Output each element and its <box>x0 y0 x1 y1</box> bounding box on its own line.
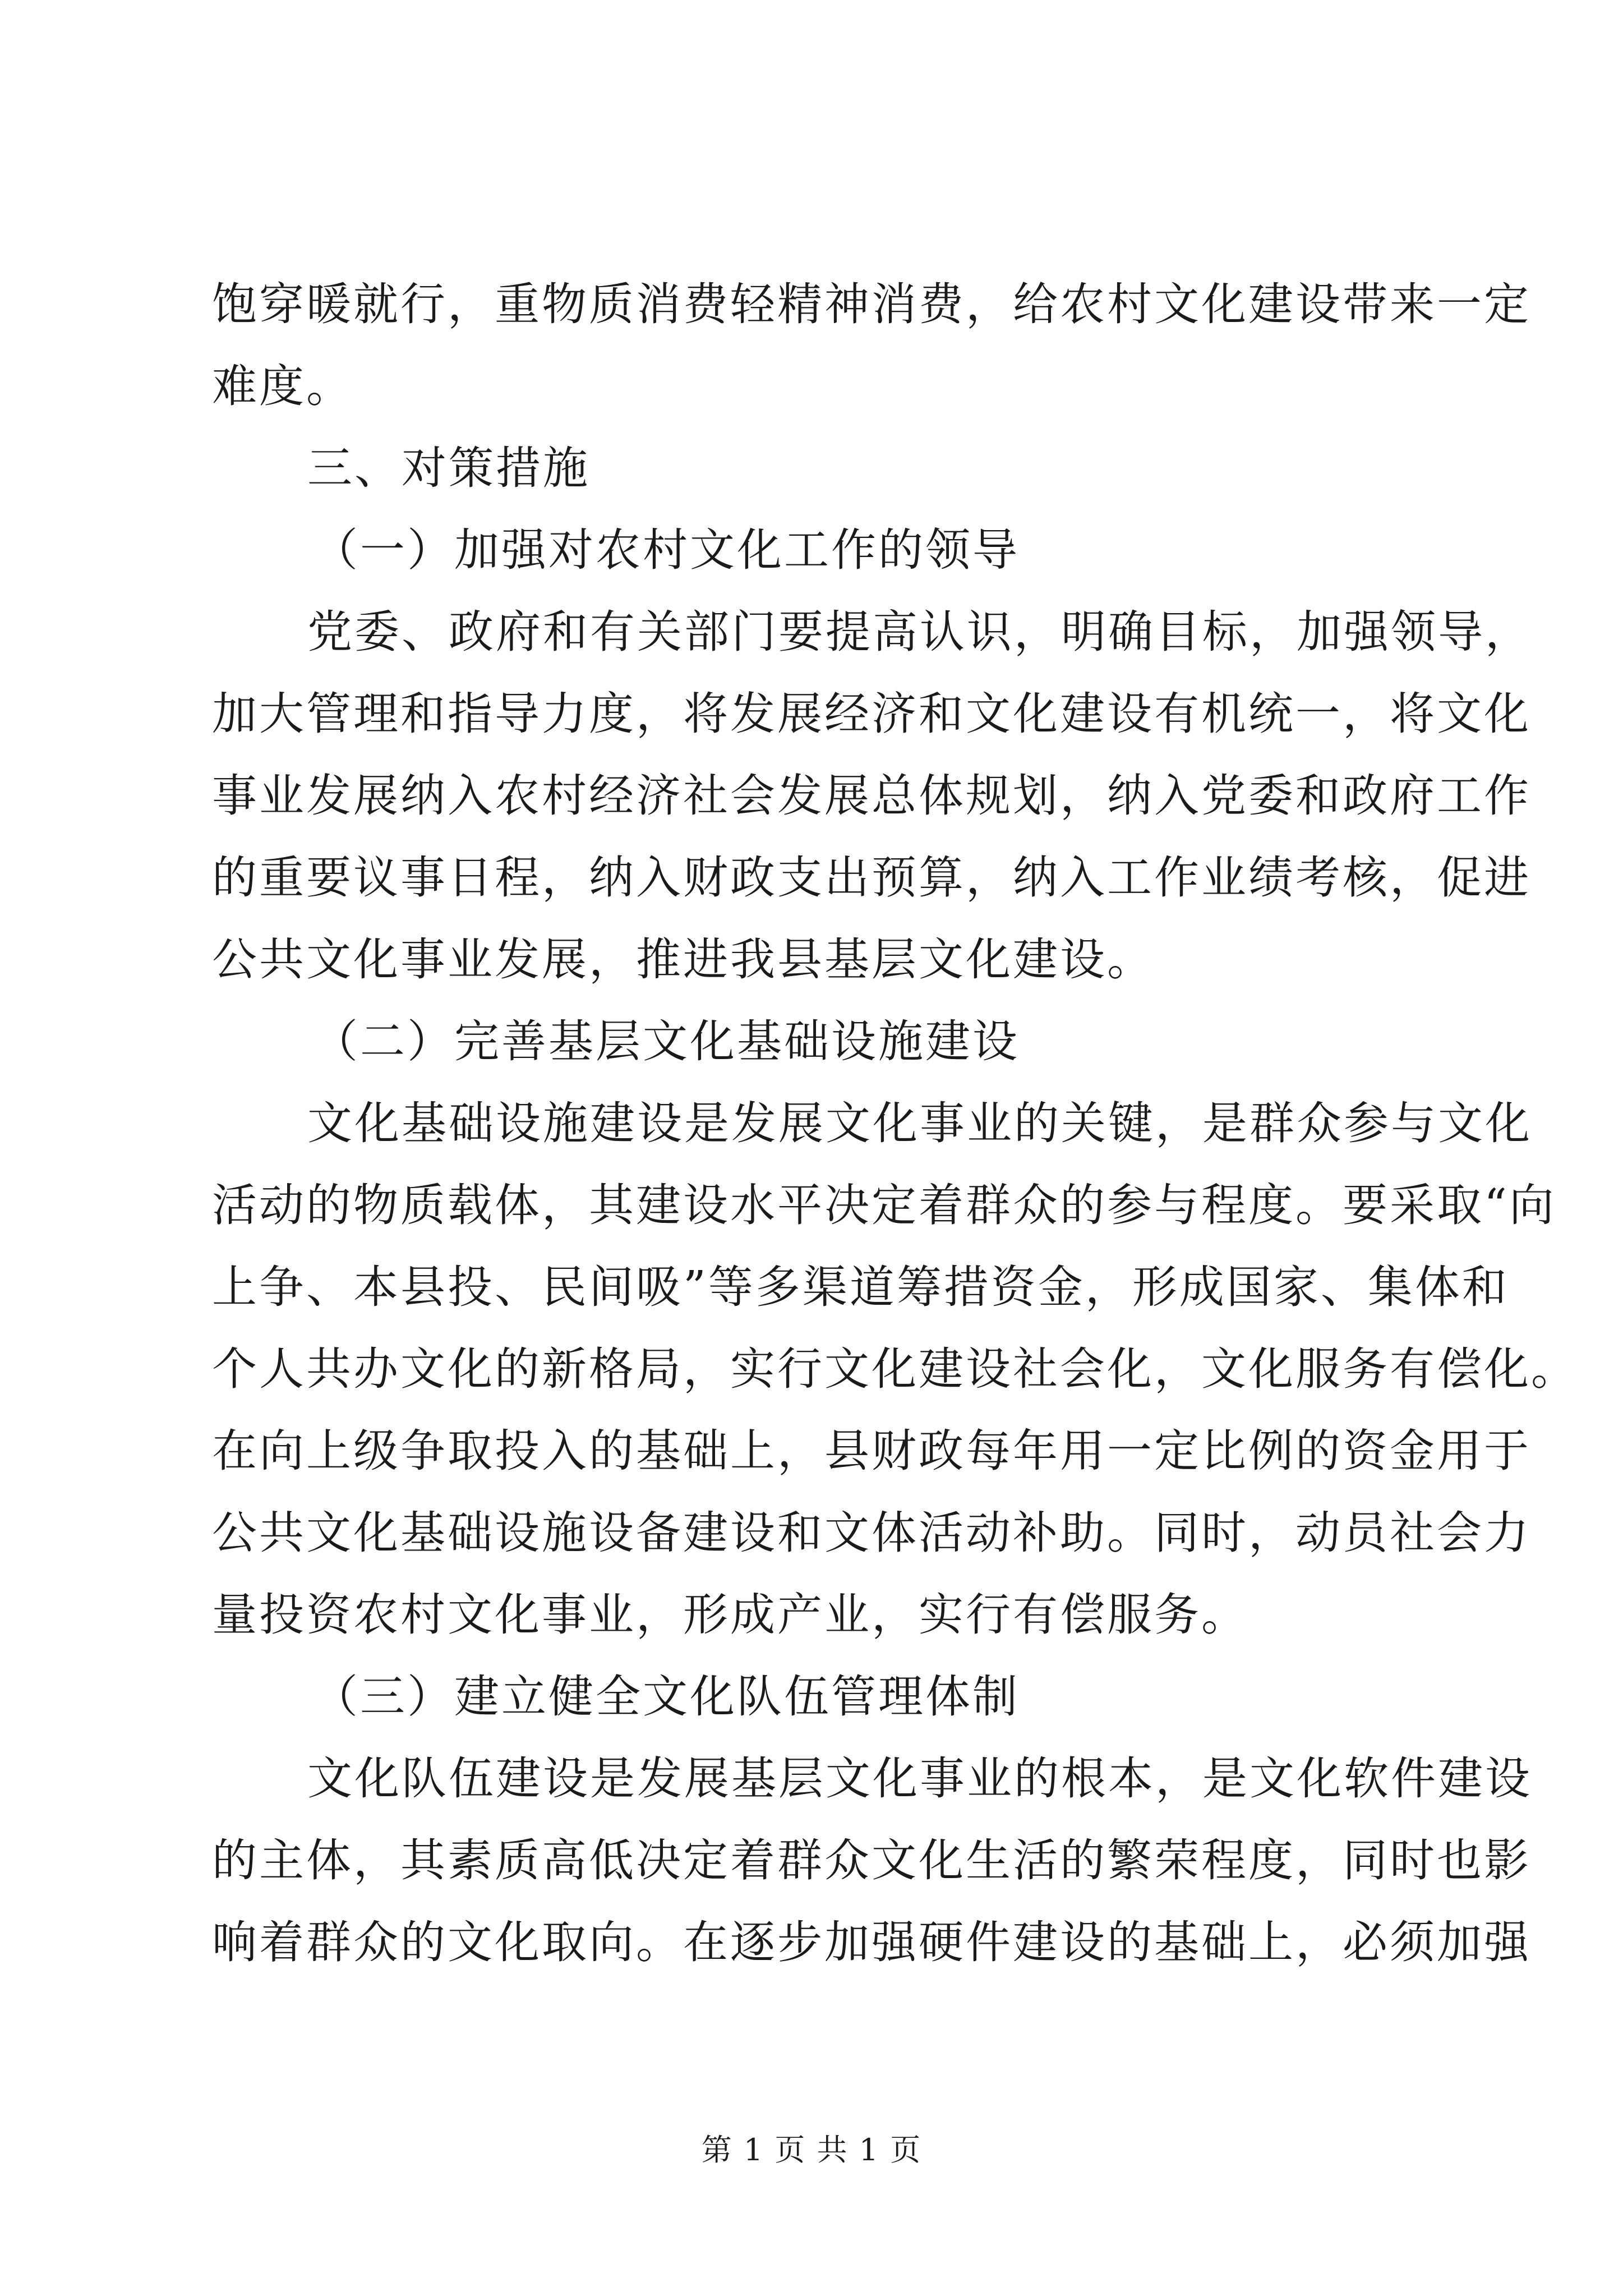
section-subheading: （三）建立健全文化队伍管理体制 <box>313 1671 1020 1723</box>
document-body <box>212 264 1578 1984</box>
body-line: 响着群众的文化取向。在逐步加强硬件建设的基础上，必须加强 <box>212 1916 1531 1968</box>
body-line: 的主体，其素质高低决定着群众文化生活的繁荣程度，同时也影 <box>212 1834 1531 1887</box>
body-line: 上争、本县投、民间吸”等多渠道筹措资金，形成国家、集体和 <box>212 1261 1509 1313</box>
section-subheading: （二）完善基层文化基础设施建设 <box>313 1015 1020 1068</box>
body-line: 事业发展纳入农村经济社会发展总体规划，纳入党委和政府工作 <box>212 770 1531 822</box>
body-line: 文化队伍建设是发展基层文化事业的根本，是文化软件建设 <box>307 1752 1532 1805</box>
body-line: 在向上级争取投入的基础上，县财政每年用一定比例的资金用于 <box>212 1425 1531 1477</box>
body-line: 公共文化事业发展，推进我县基层文化建设。 <box>212 933 1154 986</box>
body-line: 党委、政府和有关部门要提高认识，明确目标，加强领导， <box>307 606 1532 658</box>
page-footer: 第 1 页 共 1 页 <box>701 2132 922 2168</box>
section-subheading: （一）加强对农村文化工作的领导 <box>313 524 1020 576</box>
section-heading: 三、对策措施 <box>307 442 590 494</box>
body-line: 文化基础设施建设是发展文化事业的关键，是群众参与文化 <box>307 1097 1532 1149</box>
body-line: 的重要议事日程，纳入财政支出预算，纳入工作业绩考核，促进 <box>212 852 1531 904</box>
body-line: 活动的物质载体，其建设水平决定着群众的参与程度。要采取“向 <box>212 1179 1556 1231</box>
body-line: 饱穿暖就行，重物质消费轻精神消费，给农村文化建设带来一定 <box>212 278 1531 330</box>
body-line: 难度。 <box>212 360 353 412</box>
body-line: 公共文化基础设施设备建设和文体活动补助。同时，动员社会力 <box>212 1507 1531 1559</box>
body-line: 个人共办文化的新格局，实行文化建设社会化，文化服务有偿化。 <box>212 1343 1578 1395</box>
body-line: 加大管理和指导力度，将发展经济和文化建设有机统一，将文化 <box>212 688 1531 740</box>
body-line: 量投资农村文化事业，形成产业，实行有偿服务。 <box>212 1589 1248 1641</box>
